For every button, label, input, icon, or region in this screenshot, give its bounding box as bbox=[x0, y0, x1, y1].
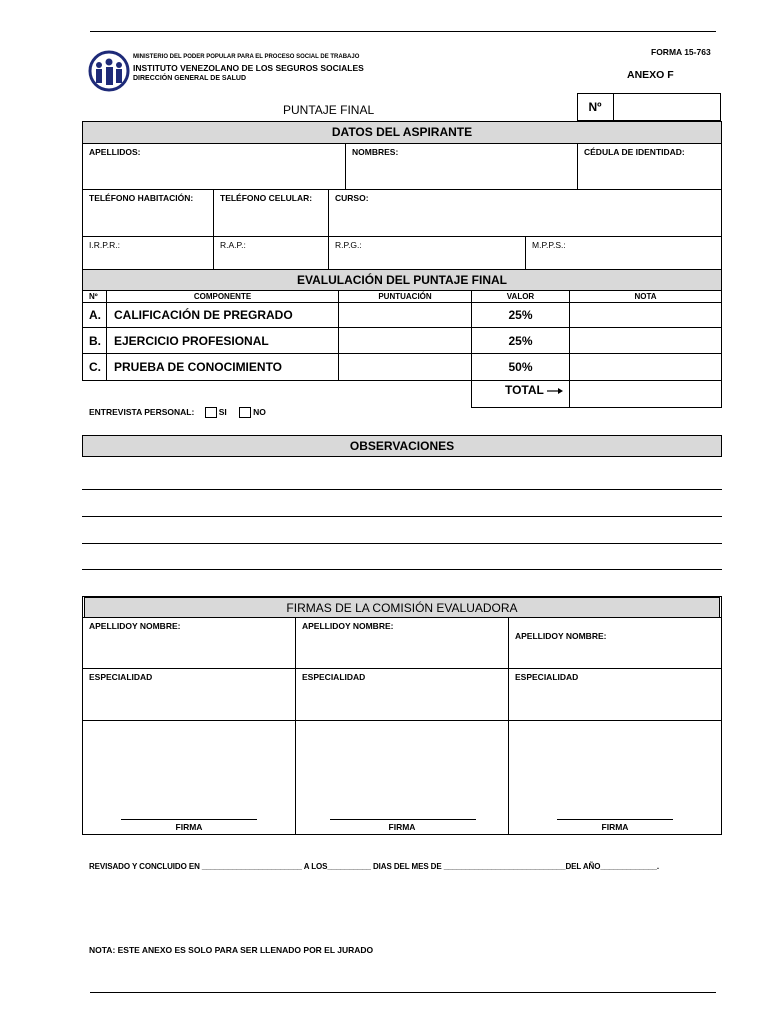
firma3-label: FIRMA bbox=[601, 822, 629, 832]
row-b-num: B. bbox=[82, 327, 107, 354]
total-nota[interactable] bbox=[569, 380, 722, 408]
obs-line-2[interactable] bbox=[82, 516, 722, 517]
revisado-text: REVISADO Y CONCLUIDO EN _______________________ A LOS__________ DIAS DEL MES DE ____________________________DEL AÑO_____________. bbox=[89, 862, 660, 871]
firma2-line bbox=[330, 819, 476, 820]
total-label: TOTAL bbox=[504, 383, 544, 397]
firma1-box[interactable] bbox=[82, 720, 296, 835]
institute-text: INSTITUTO VENEZOLANO DE LOS SEGUROS SOCIALES bbox=[133, 63, 364, 73]
row-c-valor: 50% bbox=[471, 353, 570, 381]
row-b-puntuacion[interactable] bbox=[338, 327, 472, 354]
row-a-componente: CALIFICACIÓN DE PREGRADO bbox=[106, 302, 339, 328]
firma3-apellido[interactable]: APELLIDOY NOMBRE: bbox=[508, 617, 722, 669]
rpg-field[interactable]: R.P.G.: bbox=[328, 236, 526, 270]
firma2-label: FIRMA bbox=[388, 822, 416, 832]
row-a-num: A. bbox=[82, 302, 107, 328]
page-title: PUNTAJE FINAL bbox=[283, 103, 375, 117]
si-label: SI bbox=[218, 407, 227, 417]
firmas-heading: FIRMAS DE LA COMISIÓN EVALUADORA bbox=[84, 597, 720, 618]
total-label-cell bbox=[471, 380, 570, 408]
top-rule bbox=[90, 31, 716, 32]
forma-code: FORMA 15-763 bbox=[651, 47, 711, 57]
firma2-especialidad[interactable]: ESPECIALIDAD bbox=[295, 668, 509, 721]
direction-text: DIRECCIÓN GENERAL DE SALUD bbox=[133, 75, 247, 82]
irpr-field[interactable]: I.R.P.R.: bbox=[82, 236, 214, 270]
firma2-box[interactable] bbox=[295, 720, 509, 835]
row-c-componente: PRUEBA DE CONOCIMIENTO bbox=[106, 353, 339, 381]
firma1-apellido[interactable]: APELLIDOY NOMBRE: bbox=[82, 617, 296, 669]
row-c-puntuacion[interactable] bbox=[338, 353, 472, 381]
row-b-valor: 25% bbox=[471, 327, 570, 354]
firma2-apellido[interactable]: APELLIDOY NOMBRE: bbox=[295, 617, 509, 669]
tel-hab-field[interactable]: TELÉFONO HABITACIÓN: bbox=[82, 189, 214, 237]
row-c-num: C. bbox=[82, 353, 107, 381]
col-valor: VALOR bbox=[471, 290, 570, 303]
row-b-componente: EJERCICIO PROFESIONAL bbox=[106, 327, 339, 354]
row-b-nota[interactable] bbox=[569, 327, 722, 354]
number-box[interactable] bbox=[577, 93, 721, 121]
bottom-rule bbox=[90, 992, 716, 993]
curso-field[interactable]: CURSO: bbox=[328, 189, 722, 237]
nota-text: NOTA: ESTE ANEXO ES SOLO PARA SER LLENADO POR EL JURADO bbox=[89, 945, 374, 955]
obs-line-4[interactable] bbox=[82, 569, 722, 570]
mpps-field[interactable]: M.P.P.S.: bbox=[525, 236, 722, 270]
row-a-nota[interactable] bbox=[569, 302, 722, 328]
cedula-field[interactable]: CÉDULA DE IDENTIDAD: bbox=[577, 143, 722, 190]
col-componente: COMPONENTE bbox=[106, 290, 339, 303]
firma1-especialidad[interactable]: ESPECIALIDAD bbox=[82, 668, 296, 721]
number-label: Nº bbox=[577, 93, 614, 121]
row-a-valor: 25% bbox=[471, 302, 570, 328]
firma1-line bbox=[121, 819, 257, 820]
firma3-box[interactable] bbox=[508, 720, 722, 835]
tel-cel-field[interactable]: TELÉFONO CELULAR: bbox=[213, 189, 329, 237]
row-c-nota[interactable] bbox=[569, 353, 722, 381]
entrevista-row bbox=[89, 407, 266, 418]
nombres-field[interactable]: NOMBRES: bbox=[345, 143, 578, 190]
no-label: NO bbox=[253, 407, 266, 417]
entrevista-label: ENTREVISTA PERSONAL: bbox=[89, 407, 195, 417]
anexo-label: ANEXO F bbox=[627, 69, 674, 81]
si-checkbox[interactable] bbox=[205, 407, 217, 418]
obs-line-1[interactable] bbox=[82, 489, 722, 490]
observaciones-heading: OBSERVACIONES bbox=[82, 435, 722, 457]
apellidos-field[interactable]: APELLIDOS: bbox=[82, 143, 346, 190]
col-puntuacion: PUNTUACIÓN bbox=[338, 290, 472, 303]
col-nota: NOTA bbox=[569, 290, 722, 303]
arrow-right-icon bbox=[547, 387, 563, 395]
ministry-text: MINISTERIO DEL PODER POPULAR PARA EL PROCESO SOCIAL DE TRABAJO bbox=[133, 54, 360, 60]
firma3-especialidad[interactable]: ESPECIALIDAD bbox=[508, 668, 722, 721]
firma1-label: FIRMA bbox=[175, 822, 203, 832]
aspirante-heading: DATOS DEL ASPIRANTE bbox=[82, 121, 722, 144]
row-a-puntuacion[interactable] bbox=[338, 302, 472, 328]
obs-line-3[interactable] bbox=[82, 543, 722, 544]
evaluacion-heading: EVALULACIÓN DEL PUNTAJE FINAL bbox=[82, 269, 722, 291]
ivss-logo bbox=[88, 50, 130, 92]
col-num: Nº bbox=[82, 290, 107, 303]
firma3-line bbox=[557, 819, 673, 820]
rap-field[interactable]: R.A.P.: bbox=[213, 236, 329, 270]
no-checkbox[interactable] bbox=[239, 407, 251, 418]
